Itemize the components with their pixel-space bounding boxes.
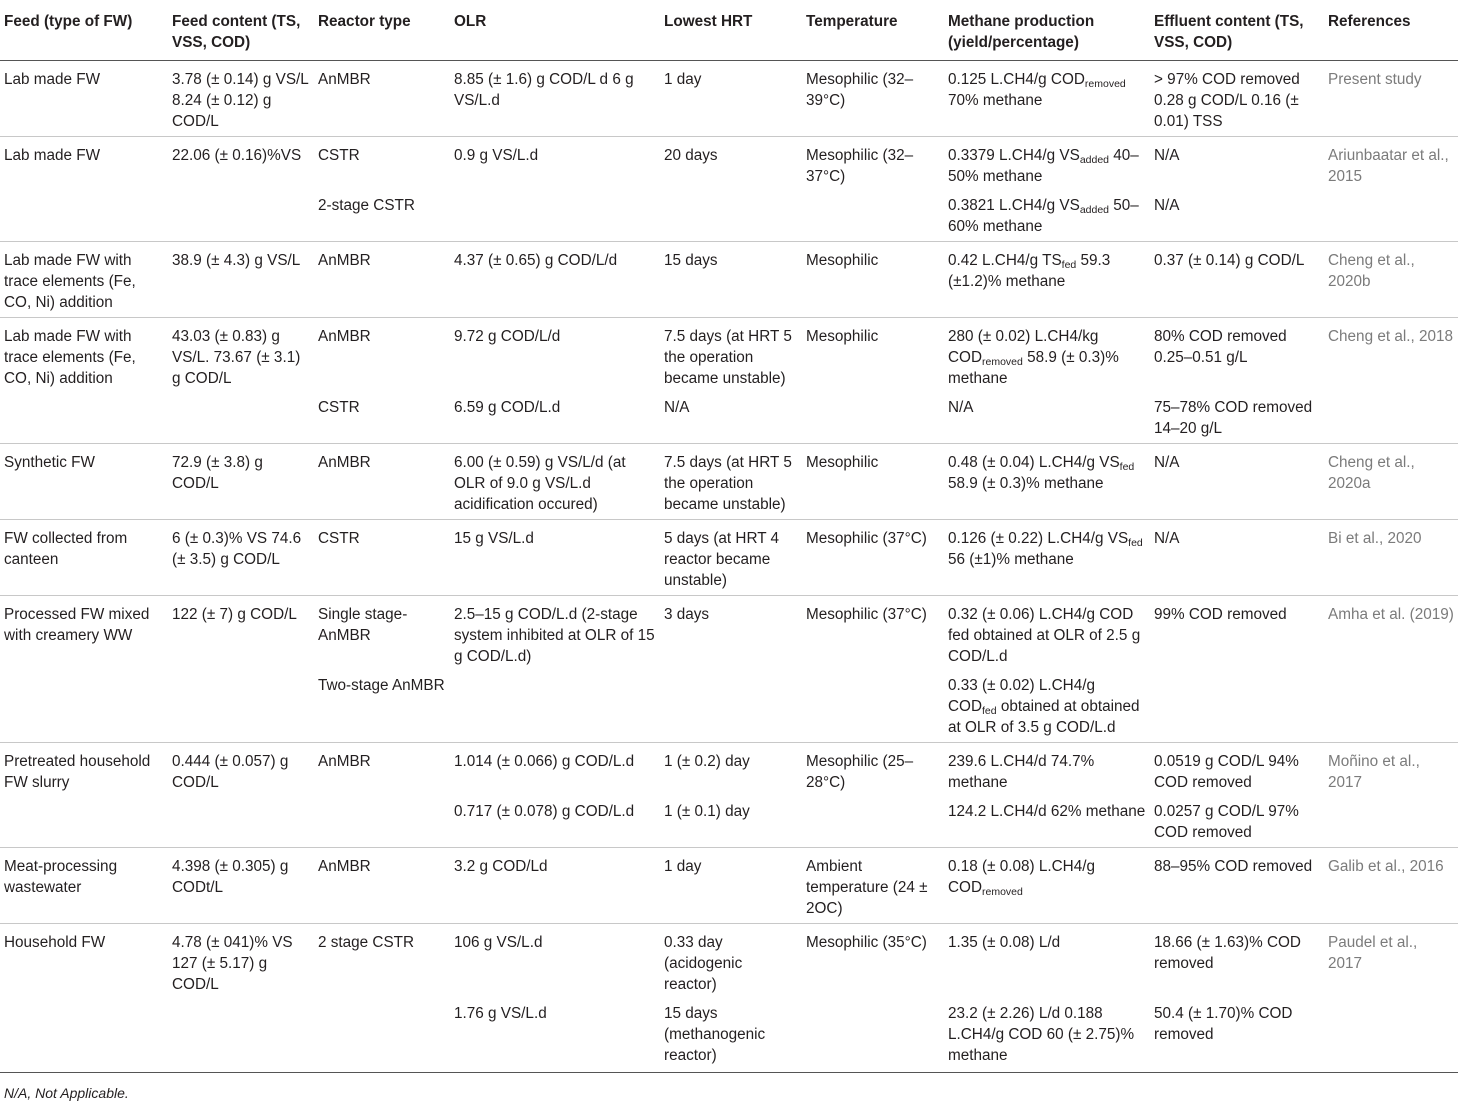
- reactor-type-cell: AnMBR: [314, 318, 450, 394]
- reference-cell: [1324, 797, 1458, 848]
- methane-cell: [944, 671, 1150, 743]
- table-row: [0, 848, 1458, 924]
- header-feed: Feed (type of FW): [0, 0, 168, 61]
- feed-cell: Lab made FW with trace elements (Fe, CO, Ni) addition: [0, 242, 168, 318]
- reactor-type-cell: 2-stage CSTR: [318, 197, 415, 214]
- feed-cell: Pretreated household FW slurry: [0, 743, 168, 798]
- reference-cell: Paudel et al., 2017: [1324, 924, 1458, 1000]
- methane-subscript: fed: [1128, 537, 1143, 549]
- methane-cell: [944, 596, 1150, 672]
- methane-text: 0.125 L.CH4/g COD: [948, 71, 1085, 88]
- methane-cell: [944, 743, 1150, 798]
- temperature-cell: Mesophilic (32–37°C): [802, 137, 944, 192]
- effluent-cell: 0.0519 g COD/L 94% COD removed: [1150, 743, 1324, 798]
- hrt-cell: N/A: [664, 399, 690, 416]
- header-lowest-hrt: Lowest HRT: [660, 0, 802, 61]
- feed-cell: Processed FW mixed with creamery WW: [0, 596, 168, 672]
- effluent-cell: N/A: [1150, 137, 1324, 192]
- methane-text: 1.35 (± 0.08) L/d: [948, 934, 1061, 951]
- methane-subscript: fed: [1119, 461, 1135, 473]
- hrt-cell: 0.33 day (acidogenic reactor): [660, 924, 802, 1000]
- methane-subscript: added: [1079, 204, 1110, 216]
- table-row: [0, 999, 1458, 1073]
- methane-subscript: fed: [1061, 259, 1077, 271]
- temperature-cell: [802, 671, 944, 743]
- feed-content-cell: 6 (± 0.3)% VS 74.6 (± 3.5) g COD/L: [168, 520, 314, 596]
- hrt-cell: [660, 191, 802, 242]
- feed-content-cell: 0.444 (± 0.057) g COD/L: [168, 743, 314, 798]
- reactor-type-cell: 2 stage CSTR: [314, 924, 450, 1000]
- header-temperature: Temperature: [802, 0, 944, 61]
- effluent-cell: 88–95% COD removed: [1150, 848, 1324, 924]
- table-row: [0, 61, 1458, 137]
- effluent-cell: [1150, 671, 1324, 743]
- feed-content-cell: [168, 393, 314, 444]
- olr-cell: 6.59 g COD/L.d: [454, 399, 561, 416]
- methane-text-cont: obtained at obtained at OLR of 3.5 g COD/L.d: [948, 698, 1140, 736]
- reference-cell: Amha et al. (2019): [1324, 596, 1458, 672]
- feed-content-cell: 38.9 (± 4.3) g VS/L: [168, 242, 314, 318]
- feed-content-cell: 3.78 (± 0.14) g VS/L 8.24 (± 0.12) g COD/L: [168, 61, 314, 137]
- reference-cell: [1324, 999, 1458, 1073]
- hrt-cell: 1 (± 0.1) day: [664, 803, 750, 820]
- reactor-type-cell: CSTR: [314, 137, 450, 192]
- methane-text: 0.42 L.CH4/g TS: [948, 252, 1062, 269]
- methane-cell: [944, 393, 1150, 444]
- methane-cell: [944, 924, 1150, 1000]
- olr-cell: 4.37 (± 0.65) g COD/L/d: [450, 242, 660, 318]
- effluent-cell: 0.37 (± 0.14) g COD/L: [1150, 242, 1324, 318]
- feed-cell: [0, 191, 168, 242]
- reactor-type-cell: Two-stage AnMBR: [318, 677, 445, 694]
- methane-text: 0.3821 L.CH4/g VS: [948, 197, 1080, 214]
- feed-content-cell: 22.06 (± 0.16)%VS: [168, 137, 314, 192]
- reference-cell: Cheng et al., 2018: [1324, 318, 1458, 394]
- temperature-cell: Mesophilic (25–28°C): [802, 743, 944, 798]
- header-row: [0, 0, 1458, 61]
- hrt-cell: 7.5 days (at HRT 5 the operation became unstable): [660, 318, 802, 394]
- table-row: [0, 797, 1458, 848]
- feed-content-cell: [168, 999, 314, 1073]
- methane-subscript: removed: [982, 886, 1023, 898]
- feed-cell: Lab made FW: [0, 137, 168, 192]
- effluent-cell: N/A: [1154, 197, 1180, 214]
- feed-cell: Lab made FW with trace elements (Fe, CO, Ni) addition: [0, 318, 168, 394]
- methane-text-cont: 56 (±1)% methane: [948, 551, 1074, 568]
- olr-cell: 2.5–15 g COD/L.d (2-stage system inhibited at OLR of 15 g COD/L.d): [450, 596, 660, 672]
- reactor-type-cell: AnMBR: [314, 743, 450, 798]
- olr-cell: 1.76 g VS/L.d: [450, 999, 660, 1073]
- reference-cell: Bi et al., 2020: [1324, 520, 1458, 596]
- feed-cell: Household FW: [0, 924, 168, 1000]
- reactor-type-cell: [314, 797, 450, 848]
- table-footnote: N/A, Not Applicable.: [4, 1085, 129, 1101]
- methane-cell: [944, 61, 1150, 137]
- olr-cell: 3.2 g COD/Ld: [450, 848, 660, 924]
- hrt-cell: 20 days: [660, 137, 802, 192]
- methane-text: 23.2 (± 2.26) L/d 0.188 L.CH4/g COD 60 (± 2.75)% methane: [948, 1005, 1135, 1064]
- header-reactor-type: Reactor type: [314, 0, 450, 61]
- table-row: [0, 242, 1458, 318]
- methane-text-cont: 59.3 (±1.2)% methane: [948, 252, 1111, 290]
- temperature-cell: Mesophilic: [802, 318, 944, 394]
- table-row: [0, 924, 1458, 1000]
- feed-content-cell: 4.78 (± 041)% VS 127 (± 5.17) g COD/L: [168, 924, 314, 1000]
- effluent-cell: 99% COD removed: [1150, 596, 1324, 672]
- methane-subscript: added: [1079, 154, 1110, 166]
- methane-text: 0.3379 L.CH4/g VS: [948, 147, 1080, 164]
- temperature-cell: Mesophilic: [802, 242, 944, 318]
- methane-text-cont: 40–50% methane: [948, 147, 1139, 185]
- olr-cell: 0.717 (± 0.078) g COD/L.d: [454, 803, 635, 820]
- olr-cell: 6.00 (± 0.59) g VS/L/d (at OLR of 9.0 g VS/L.d acidification occured): [450, 444, 660, 520]
- temperature-cell: Mesophilic: [802, 444, 944, 520]
- olr-cell: 15 g VS/L.d: [450, 520, 660, 596]
- methane-text: 0.33 (± 0.02) L.CH4/g COD: [948, 677, 1095, 715]
- table-row: [0, 137, 1458, 192]
- feed-content-cell: 43.03 (± 0.83) g VS/L. 73.67 (± 3.1) g COD/L: [168, 318, 314, 394]
- reference-cell: [1324, 191, 1458, 242]
- methane-text: 0.126 (± 0.22) L.CH4/g VS: [948, 530, 1129, 547]
- reactor-type-cell: CSTR: [314, 520, 450, 596]
- feed-cell: Lab made FW: [0, 61, 168, 137]
- header-feed-content: Feed content (TS, VSS, COD): [168, 0, 314, 61]
- reactor-type-cell: [314, 999, 450, 1073]
- temperature-cell: Mesophilic (37°C): [802, 520, 944, 596]
- olr-cell: 1.014 (± 0.066) g COD/L.d: [450, 743, 660, 798]
- methane-cell: [944, 137, 1150, 192]
- effluent-cell: N/A: [1150, 520, 1324, 596]
- feed-content-cell: [168, 191, 314, 242]
- reactor-type-cell: AnMBR: [314, 848, 450, 924]
- methane-cell: [944, 797, 1150, 848]
- methane-subscript: removed: [982, 356, 1023, 368]
- feed-cell: [0, 999, 168, 1073]
- table-row: [0, 393, 1458, 444]
- temperature-cell: [802, 393, 944, 444]
- methane-cell: [944, 848, 1150, 924]
- methane-cell: [944, 242, 1150, 318]
- olr-cell: [450, 671, 660, 743]
- hrt-cell: 1 day: [660, 61, 802, 137]
- table-body: [0, 61, 1458, 1073]
- hrt-cell: [660, 671, 802, 743]
- methane-cell: [944, 191, 1150, 242]
- reference-cell: [1324, 671, 1458, 743]
- hrt-cell: 1 (± 0.2) day: [660, 743, 802, 798]
- table-row: [0, 318, 1458, 394]
- methane-text-cont: 50–60% methane: [948, 197, 1139, 235]
- methane-cell: [944, 444, 1150, 520]
- table-row: [0, 743, 1458, 798]
- effluent-cell: 75–78% COD removed 14–20 g/L: [1154, 399, 1313, 437]
- effluent-cell: > 97% COD removed 0.28 g COD/L 0.16 (± 0.01) TSS: [1150, 61, 1324, 137]
- methane-text: 0.48 (± 0.04) L.CH4/g VS: [948, 454, 1120, 471]
- methane-cell: [944, 999, 1150, 1073]
- effluent-cell: 0.0257 g COD/L 97% COD removed: [1154, 803, 1299, 841]
- temperature-cell: Ambient temperature (24 ± 2OC): [802, 848, 944, 924]
- reference-cell: Ariunbaatar et al., 2015: [1324, 137, 1458, 192]
- olr-cell: 8.85 (± 1.6) g COD/L d 6 g VS/L.d: [450, 61, 660, 137]
- feed-content-cell: 72.9 (± 3.8) g COD/L: [168, 444, 314, 520]
- effluent-cell: N/A: [1150, 444, 1324, 520]
- header-methane-production: Methane production (yield/percentage): [944, 0, 1150, 61]
- table-row: [0, 444, 1458, 520]
- methane-cell: [944, 520, 1150, 596]
- table-row: [0, 596, 1458, 672]
- hrt-cell: 15 days: [660, 242, 802, 318]
- temperature-cell: Mesophilic (32–39°C): [802, 61, 944, 137]
- header-references: References: [1324, 0, 1458, 61]
- feed-cell: Meat-processing wastewater: [0, 848, 168, 924]
- methane-text: 239.6 L.CH4/d 74.7% methane: [948, 753, 1095, 791]
- feed-content-cell: 4.398 (± 0.305) g CODt/L: [168, 848, 314, 924]
- methane-text-cont: 58.9 (± 0.3)% methane: [948, 349, 1119, 387]
- methane-cell: [944, 318, 1150, 394]
- hrt-cell: 7.5 days (at HRT 5 the operation became unstable): [660, 444, 802, 520]
- temperature-cell: [802, 797, 944, 848]
- reference-cell: Galib et al., 2016: [1324, 848, 1458, 924]
- feed-cell: FW collected from canteen: [0, 520, 168, 596]
- hrt-cell: 5 days (at HRT 4 reactor became unstable): [660, 520, 802, 596]
- feed-content-cell: [168, 797, 314, 848]
- header-olr: OLR: [450, 0, 660, 61]
- reactor-type-cell: AnMBR: [314, 61, 450, 137]
- reactor-type-cell: AnMBR: [314, 444, 450, 520]
- feed-cell: [0, 671, 168, 743]
- reference-cell: Moñino et al., 2017: [1324, 743, 1458, 798]
- reference-cell: Present study: [1324, 61, 1458, 137]
- hrt-cell: 3 days: [660, 596, 802, 672]
- feed-cell: Synthetic FW: [0, 444, 168, 520]
- temperature-cell: [802, 191, 944, 242]
- hrt-cell: 1 day: [660, 848, 802, 924]
- olr-cell: 9.72 g COD/L/d: [450, 318, 660, 394]
- temperature-cell: Mesophilic (37°C): [802, 596, 944, 672]
- reactor-type-cell: AnMBR: [314, 242, 450, 318]
- methane-text: 0.18 (± 0.08) L.CH4/g COD: [948, 858, 1095, 896]
- reference-cell: Cheng et al., 2020a: [1324, 444, 1458, 520]
- olr-cell: [450, 191, 660, 242]
- temperature-cell: Mesophilic (35°C): [802, 924, 944, 1000]
- methane-text-cont: 70% methane: [948, 92, 1043, 109]
- feed-cell: [0, 797, 168, 848]
- table-row: [0, 520, 1458, 596]
- reactor-type-cell: CSTR: [318, 399, 360, 416]
- effluent-cell: 50.4 (± 1.70)% COD removed: [1150, 999, 1324, 1073]
- methane-text: 280 (± 0.02) L.CH4/kg COD: [948, 328, 1099, 366]
- methane-subscript: removed: [1084, 78, 1126, 90]
- methane-subscript: fed: [982, 705, 997, 717]
- hrt-cell: 15 days (methanogenic reactor): [660, 999, 802, 1073]
- table-row: [0, 671, 1458, 743]
- reference-cell: Cheng et al., 2020b: [1324, 242, 1458, 318]
- methane-text: 0.32 (± 0.06) L.CH4/g COD fed obtained at OLR of 2.5 g COD/L.d: [948, 606, 1141, 665]
- effluent-cell: 18.66 (± 1.63)% COD removed: [1150, 924, 1324, 1000]
- methane-text-cont: 58.9 (± 0.3)% methane: [948, 475, 1104, 492]
- feed-content-cell: [168, 671, 314, 743]
- temperature-cell: [802, 999, 944, 1073]
- olr-cell: 0.9 g VS/L.d: [450, 137, 660, 192]
- methane-text: N/A: [948, 399, 974, 416]
- reactor-type-cell: Single stage-AnMBR: [314, 596, 450, 672]
- table-row: [0, 191, 1458, 242]
- reference-cell: [1324, 393, 1458, 444]
- header-effluent-content: Effluent content (TS, VSS, COD): [1150, 0, 1324, 61]
- feed-cell: [0, 393, 168, 444]
- feed-content-cell: 122 (± 7) g COD/L: [168, 596, 314, 672]
- olr-cell: 106 g VS/L.d: [450, 924, 660, 1000]
- effluent-cell: 80% COD removed 0.25–0.51 g/L: [1150, 318, 1324, 394]
- methane-text: 124.2 L.CH4/d 62% methane: [948, 803, 1146, 820]
